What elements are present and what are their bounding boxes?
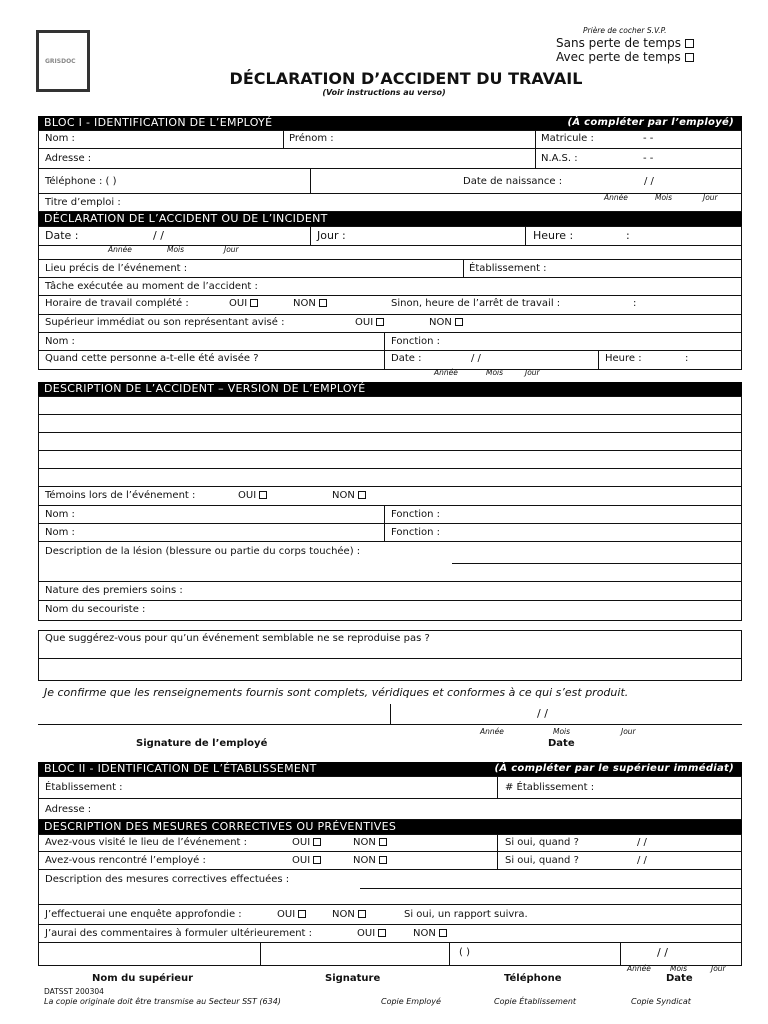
bloc2-etablissement-field[interactable]: Établissement : <box>45 782 123 793</box>
jour-label-2: Jour <box>224 245 239 254</box>
superieur-label: Supérieur immédiat ou son représentant avisé : <box>45 317 285 328</box>
logo-text: GRISDOC <box>45 58 76 65</box>
nom-superieur-label: Nom du supérieur <box>92 973 194 984</box>
prenom-field[interactable]: Prénom : <box>289 133 334 144</box>
temoin2-nom-field[interactable]: Nom : <box>45 527 75 538</box>
bloc2-note: (À compléter par le supérieur immédiat) <box>494 763 734 774</box>
temoins-label: Témoins lors de l’événement : <box>45 490 196 501</box>
copie-originale: La copie originale doit être transmise au Secteur SST (634) <box>44 997 281 1006</box>
commentaires-oui-checkbox[interactable] <box>378 929 386 937</box>
sans-perte-option <box>556 36 694 50</box>
mois-label-4: Mois <box>553 727 571 736</box>
mesures-box <box>38 834 742 966</box>
date-signature-label: Date <box>548 738 575 749</box>
page-subtitle: (Voir instructions au verso) <box>322 88 446 97</box>
horaire-non[interactable]: NON <box>293 298 327 310</box>
temoin2-fonction-field[interactable]: Fonction : <box>391 527 441 538</box>
heure-field[interactable]: Heure : <box>533 229 574 242</box>
sinon-heure-sep: : <box>633 298 637 309</box>
lesion-field[interactable]: Description de la lésion (blessure ou partie du corps touchée) : <box>45 546 361 557</box>
temoins-non[interactable]: NON <box>332 490 366 502</box>
horaire-oui[interactable]: OUI <box>229 298 258 310</box>
enquete-oui-checkbox[interactable] <box>298 910 306 918</box>
rencontre-oui[interactable]: OUI <box>292 855 321 867</box>
description-title: DESCRIPTION DE L’ACCIDENT – VERSION DE L’EMPLOYÉ <box>44 382 366 395</box>
correctives-field[interactable]: Description des mesures correctives effectuées : <box>45 874 290 885</box>
rencontre-quand-field[interactable]: Si oui, quand ? <box>505 855 579 866</box>
date-naissance-field[interactable]: Date de naissance : <box>463 176 563 187</box>
visite-oui-checkbox[interactable] <box>313 838 321 846</box>
suggestion-field[interactable]: Que suggérez-vous pour qu’un événement semblable ne se reproduise pas ? <box>45 633 430 644</box>
declaration-title: DÉCLARATION DE L’ACCIDENT OU DE L’INCIDENT <box>44 212 328 225</box>
titre-emploi-field[interactable]: Titre d’emploi : <box>45 197 121 208</box>
enquete-label: J’effectuerai une enquête approfondie : <box>45 909 242 920</box>
date-footer-label: Date <box>666 973 693 984</box>
copie-employe: Copie Employé <box>381 997 441 1006</box>
bloc2-title: BLOC II - IDENTIFICATION DE L’ÉTABLISSEMENT <box>44 762 317 775</box>
temoin1-nom-field[interactable]: Nom : <box>45 509 75 520</box>
avec-perte-option <box>556 50 694 64</box>
bloc1-title: BLOC I - IDENTIFICATION DE L’EMPLOYÉ <box>44 116 273 129</box>
temoin1-fonction-field[interactable]: Fonction : <box>391 509 441 520</box>
commentaires-oui[interactable]: OUI <box>357 928 386 940</box>
avec-perte-checkbox[interactable] <box>685 53 694 62</box>
decl-fonction-field[interactable]: Fonction : <box>391 336 441 347</box>
lieu-field[interactable]: Lieu précis de l’événement : <box>45 263 188 274</box>
horaire-non-checkbox[interactable] <box>319 299 327 307</box>
adresse-field[interactable]: Adresse : <box>45 153 92 164</box>
enquete-oui[interactable]: OUI <box>277 909 306 921</box>
date-signature-sep: / / <box>537 707 548 720</box>
quand-label: Quand cette personne a-t-elle été avisée ? <box>45 353 259 364</box>
horaire-label: Horaire de travail complété : <box>45 298 189 309</box>
sig-date-sep: / / <box>657 946 668 959</box>
priere-text: Prière de cocher S.V.P. <box>583 26 667 35</box>
annee-label-3: Année <box>434 368 458 377</box>
rencontre-non-checkbox[interactable] <box>379 856 387 864</box>
sans-perte-checkbox[interactable] <box>685 39 694 48</box>
matricule-sep: - - <box>643 133 654 144</box>
copie-syndicat: Copie Syndicat <box>631 997 691 1006</box>
commentaires-non-checkbox[interactable] <box>439 929 447 937</box>
bloc2-header <box>38 762 742 776</box>
enquete-non-checkbox[interactable] <box>358 910 366 918</box>
telephone-field[interactable]: Téléphone : ( ) <box>45 176 117 187</box>
premiers-soins-field[interactable]: Nature des premiers soins : <box>45 585 183 596</box>
annee-label-5: Année <box>627 964 651 973</box>
mois-label-3: Mois <box>486 368 504 377</box>
jour-label-5: Jour <box>711 964 726 973</box>
matricule-field[interactable]: Matricule : <box>541 133 594 144</box>
signature-label: Signature <box>325 973 381 984</box>
rencontre-non[interactable]: NON <box>353 855 387 867</box>
jour-label-4: Jour <box>621 727 636 736</box>
annee-label-2: Année <box>108 245 132 254</box>
sinon-heure-field[interactable]: Sinon, heure de l’arrêt de travail : <box>391 298 561 309</box>
enquete-non[interactable]: NON <box>332 909 366 921</box>
commentaires-label: J’aurai des commentaires à formuler ultérieurement : <box>45 928 313 939</box>
heure-avisee-sep: : <box>685 353 689 364</box>
heure-avisee-field[interactable]: Heure : <box>605 353 642 364</box>
mois-label-2: Mois <box>167 245 185 254</box>
mesures-header <box>38 820 742 834</box>
telephone-label: Téléphone <box>504 973 562 984</box>
description-header <box>38 382 742 396</box>
bloc1-note: (À compléter par l’employé) <box>567 117 734 128</box>
visite-quand-field[interactable]: Si oui, quand ? <box>505 837 579 848</box>
bloc1-box <box>38 130 742 212</box>
jour-label: Jour <box>703 193 718 202</box>
mois-label: Mois <box>655 193 673 202</box>
mesures-title: DESCRIPTION DES MESURES CORRECTIVES OU PRÉVENTIVES <box>44 820 397 833</box>
visite-oui[interactable]: OUI <box>292 837 321 849</box>
visite-non[interactable]: NON <box>353 837 387 849</box>
heure-sep: : <box>626 229 630 242</box>
visite-non-checkbox[interactable] <box>379 838 387 846</box>
temoins-oui-checkbox[interactable] <box>259 491 267 499</box>
superieur-non-checkbox[interactable] <box>455 318 463 326</box>
date-accident-field[interactable]: Date : <box>45 229 79 242</box>
confirmation-text: Je confirme que les renseignements fournis sont complets, véridiques et conformes à ce qui s’est produit. <box>44 686 629 699</box>
horaire-oui-checkbox[interactable] <box>250 299 258 307</box>
page-title: DÉCLARATION D’ACCIDENT DU TRAVAIL <box>229 69 583 88</box>
date-accident-sep: / / <box>153 229 164 242</box>
visite-label: Avez-vous visité le lieu de l’événement : <box>45 837 247 848</box>
annee-label: Année <box>604 193 628 202</box>
signature-employe-label: Signature de l’employé <box>136 738 268 749</box>
date-naissance-sep: / / <box>644 176 654 187</box>
temoins-non-checkbox[interactable] <box>358 491 366 499</box>
annee-label-4: Année <box>480 727 504 736</box>
rencontre-oui-checkbox[interactable] <box>313 856 321 864</box>
declaration-header <box>38 212 742 226</box>
copie-etablissement: Copie Établissement <box>494 997 577 1006</box>
superieur-oui[interactable]: OUI <box>355 317 384 329</box>
avec-perte-label: Avec perte de temps <box>556 50 681 64</box>
bloc1-header <box>38 116 742 130</box>
rencontre-label: Avez-vous rencontré l’employé : <box>45 855 206 866</box>
form-code: DATSST 200304 <box>44 987 104 996</box>
phone-paren: ( ) <box>459 947 470 958</box>
bloc2-adresse-field[interactable]: Adresse : <box>45 804 92 815</box>
date-avisee-field[interactable]: Date : <box>391 353 422 364</box>
visite-quand-sep: / / <box>637 837 647 848</box>
decl-nom-field[interactable]: Nom : <box>45 336 75 347</box>
tache-field[interactable]: Tâche exécutée au moment de l’accident : <box>45 281 258 292</box>
jour-label-3: Jour <box>525 368 540 377</box>
etablissement-field[interactable]: Établissement : <box>469 263 547 274</box>
num-etablissement-field[interactable]: # Établissement : <box>505 782 595 793</box>
secouriste-field[interactable]: Nom du secouriste : <box>45 604 146 615</box>
jour-field[interactable]: Jour : <box>317 229 346 242</box>
nas-field[interactable]: N.A.S. : <box>541 153 578 164</box>
temoins-oui[interactable]: OUI <box>238 490 267 502</box>
date-avisee-sep: / / <box>471 353 481 364</box>
nom-field[interactable]: Nom : <box>45 133 75 144</box>
superieur-non[interactable]: NON <box>429 317 463 329</box>
sans-perte-label: Sans perte de temps <box>556 36 681 50</box>
nas-sep: - - <box>643 153 654 164</box>
superieur-oui-checkbox[interactable] <box>376 318 384 326</box>
rapport-text: Si oui, un rapport suivra. <box>404 909 528 920</box>
rencontre-quand-sep: / / <box>637 855 647 866</box>
commentaires-non[interactable]: NON <box>413 928 447 940</box>
mois-label-5: Mois <box>670 964 688 973</box>
